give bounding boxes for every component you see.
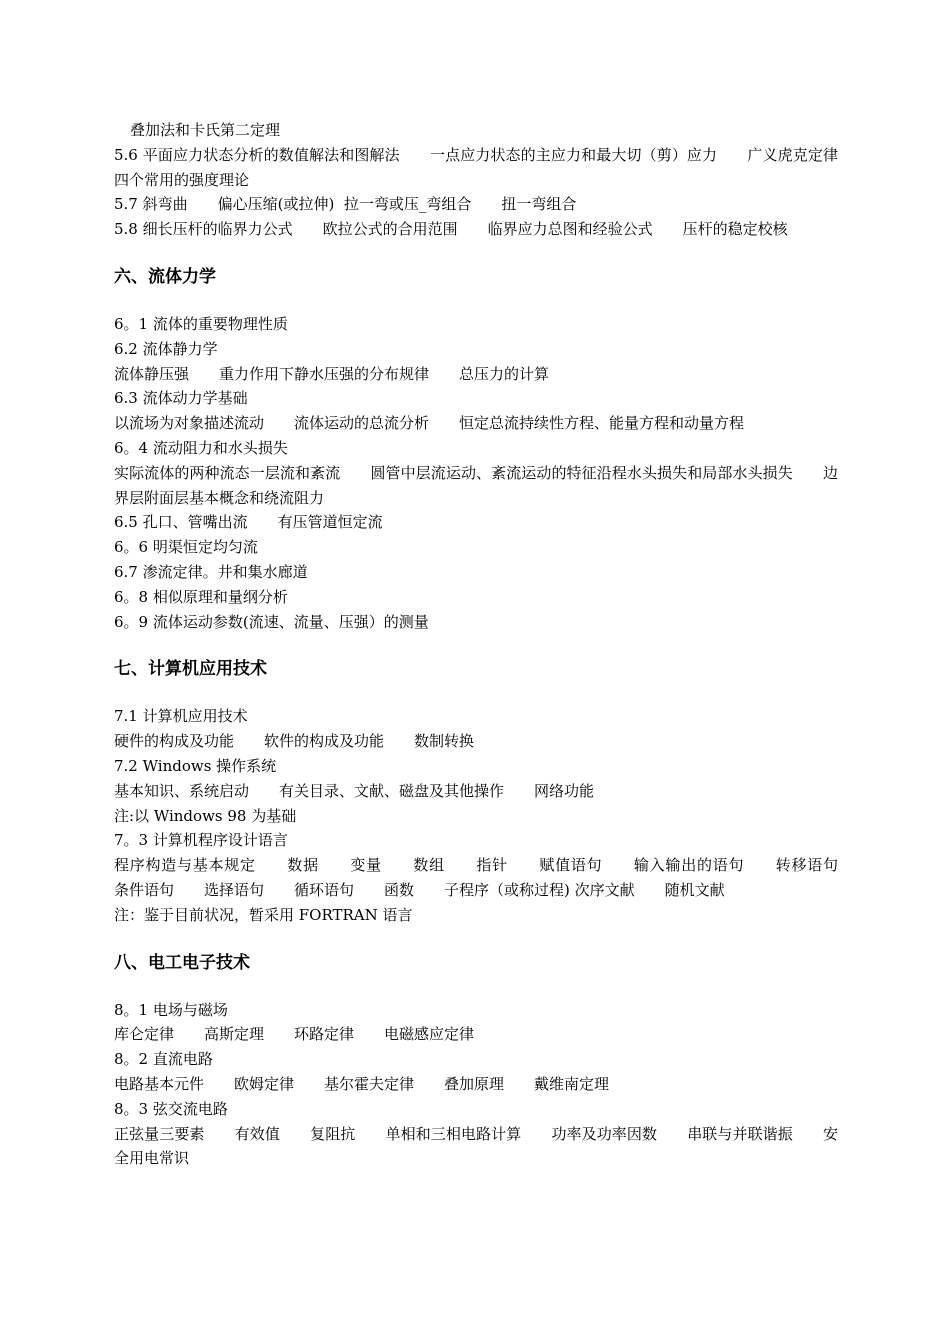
- text-line: 叠加法和卡氏第二定理: [130, 121, 281, 139]
- text-line: 7.1 计算机应用技术: [114, 707, 248, 726]
- text-line: 基本知识、系统启动 有关目录、文献、磁盘及其他操作 网络功能: [114, 781, 595, 800]
- text-line: 5.6 平面应力状态分析的数值解法和图解法 一点应力状态的主应力和最大切（剪）应力 广义虎克定律 四个常用的强度理论: [114, 145, 869, 189]
- text-line: 8。1 电场与磁场: [114, 1000, 228, 1019]
- text-line: 5.8 细长压杆的临界力公式 欧拉公式的合用范围 临界应力总图和经验公式 压杆的稳定校核: [114, 220, 788, 239]
- text-line: 程序构造与基本规定 数据 变量 数组 指针 赋值语句 输入输出的语句 转移语句 条件语句 选择语句 循环语句 函数 子程序（或称过程) 次序文献 随机文献: [114, 856, 869, 899]
- text-line: 8。3 弦交流电路: [114, 1099, 228, 1118]
- text-line: 库仑定律 高斯定理 环路定律 电磁感应定律: [114, 1025, 475, 1044]
- text-line: 8。2 直流电路: [114, 1050, 213, 1069]
- text-line: 正弦量三要素 有效值 复阻抗 单相和三相电路计算 功率及功率因数 串联与并联谐振 安全用电常识: [114, 1124, 838, 1168]
- text-line: 6.5 孔口、管嘴出流 有压管道恒定流: [114, 513, 383, 532]
- text-line: 注:以 Windows 98 为基础: [114, 806, 297, 825]
- section-heading-fluid-mechanics: 六、流体力学: [114, 266, 216, 287]
- text-line: 流体静压强 重力作用下静水压强的分布规律 总压力的计算: [114, 364, 550, 383]
- text-line: 硬件的构成及功能 软件的构成及功能 数制转换: [114, 732, 475, 751]
- text-line: 7.2 Windows 操作系统: [114, 756, 277, 775]
- document-page: [114, 118, 869, 1171]
- text-line: 5.7 斜弯曲 偏心压缩(或拉伸) 拉一弯或压_弯组合 扭一弯组合: [114, 195, 577, 214]
- text-line: 6。6 明渠恒定均匀流: [114, 538, 258, 557]
- text-line: 6。4 流动阻力和水头损失: [114, 438, 288, 457]
- text-line: 6。1 流体的重要物理性质: [114, 314, 288, 333]
- text-line: 6。9 流体运动参数(流速、流量、压强）的测量: [114, 612, 429, 631]
- text-line: 6。8 相似原理和量纲分析: [114, 587, 288, 606]
- text-line: 6.2 流体静力学: [114, 339, 218, 358]
- text-line: 以流场为对象描述流动 流体运动的总流分析 恒定总流持续性方程、能量方程和动量方程: [114, 414, 745, 433]
- text-line: 实际流体的两种流态一层流和紊流 圆管中层流运动、紊流运动的特征沿程水头损失和局部水头损失 边界层附面层基本概念和绕流阻力: [114, 463, 838, 507]
- text-line: 注：鉴于目前状况，暂采用 FORTRAN 语言: [114, 905, 413, 924]
- section-heading-computer: 七、计算机应用技术: [114, 659, 267, 680]
- text-line: 6.7 渗流定律。井和集水廊道: [114, 562, 308, 581]
- text-line: 6.3 流体动力学基础: [114, 389, 248, 408]
- text-line: 7。3 计算机程序设计语言: [114, 831, 288, 850]
- text-line: 电路基本元件 欧姆定律 基尔霍夫定律 叠加原理 戴维南定理: [114, 1074, 610, 1093]
- section-heading-electrical: 八、电工电子技术: [114, 952, 250, 973]
